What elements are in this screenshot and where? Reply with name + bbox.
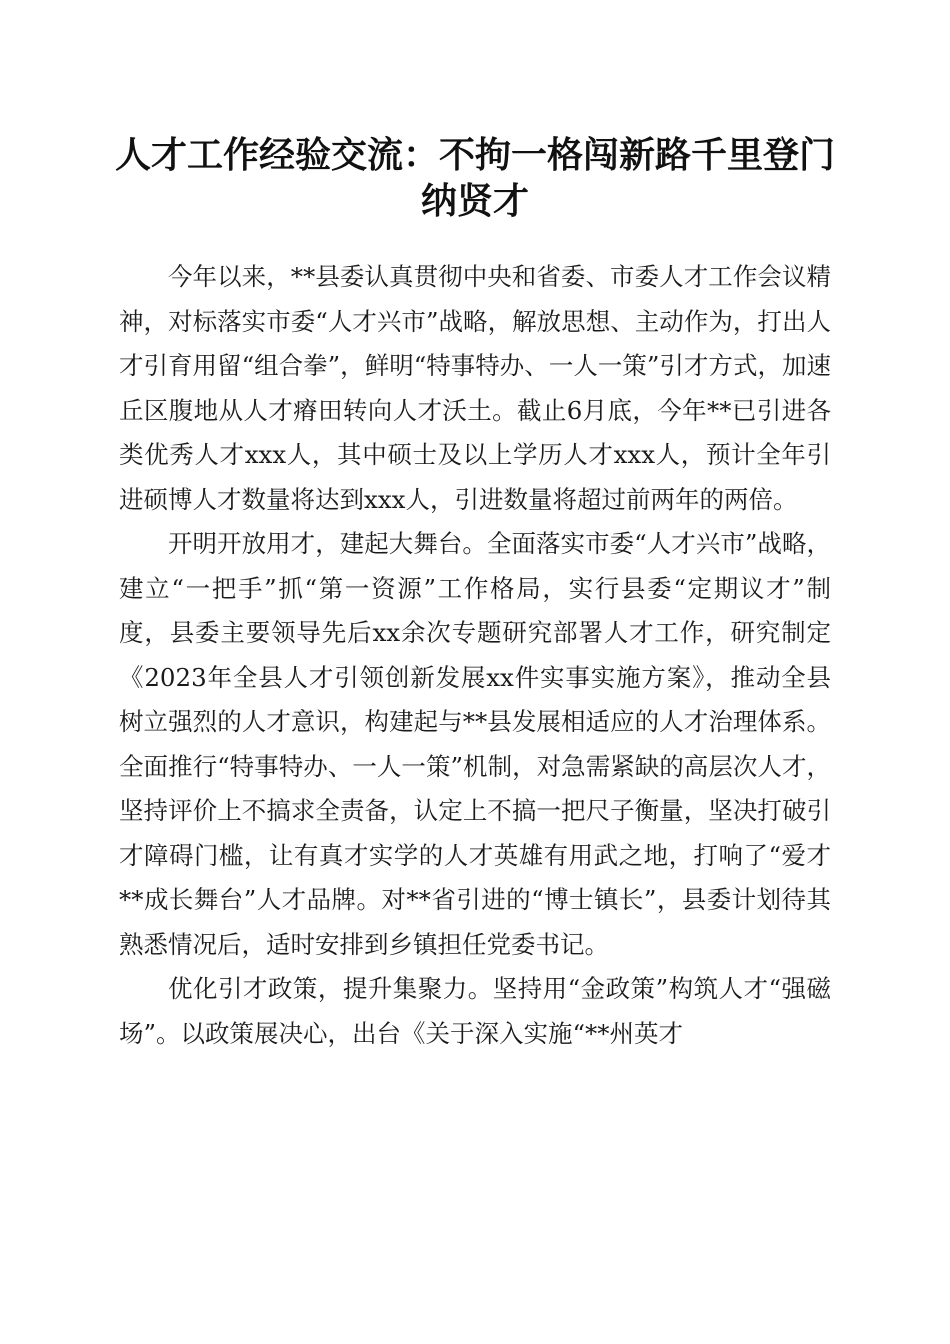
document-title: 人才工作经验交流：不拘一格闯新路千里登门纳贤才	[114, 134, 835, 222]
paragraph-stage: 开明开放用才，建起大舞台。全面落实市委“人才兴市”战略，建立“一把手”抓“第一资源”工作格局，实行县委“定期议才”制度，县委主要领导先后xx余次专题研究部署人才工作，研究制定《2023年全县人才引领创新发展xx件实事实施方案》，推动全县树立强烈的人才意识，构建起与**县发展相适应的人才治理体系。全面推行“特事特办、一人一策”机制，对急需紧缺的高层次人才，坚持评价上不搞求全责备，认定上不搞一把尺子衡量，坚决打破引才障碍门槛，让有真才实学的人才英雄有用武之地，打响了“爱才**成长舞台”人才品牌。对**省引进的“博士镇长”，县委计划待其熟悉情况后，适时安排到乡镇担任党委书记。	[119, 529, 831, 959]
paragraph-policy: 优化引才政策，提升集聚力。坚持用“金政策”构筑人才“强磁场”。以政策展决心，出台《关于深入实施“**州英才	[119, 974, 831, 1048]
paragraph-intro: 今年以来，**县委认真贯彻中央和省委、市委人才工作会议精神，对标落实市委“人才兴市”战略，解放思想、主动作为，打出人才引育用留“组合拳”，鲜明“特事特办、一人一策”引才方式，加速丘区腹地从人才瘠田转向人才沃土。截止6月底，今年**已引进各类优秀人才xxx人，其中硕士及以上学历人才xxx人，预计全年引进硕博人才数量将达到xxx人，引进数量将超过前两年的两倍。	[119, 262, 831, 514]
document-body	[119, 255, 831, 1056]
